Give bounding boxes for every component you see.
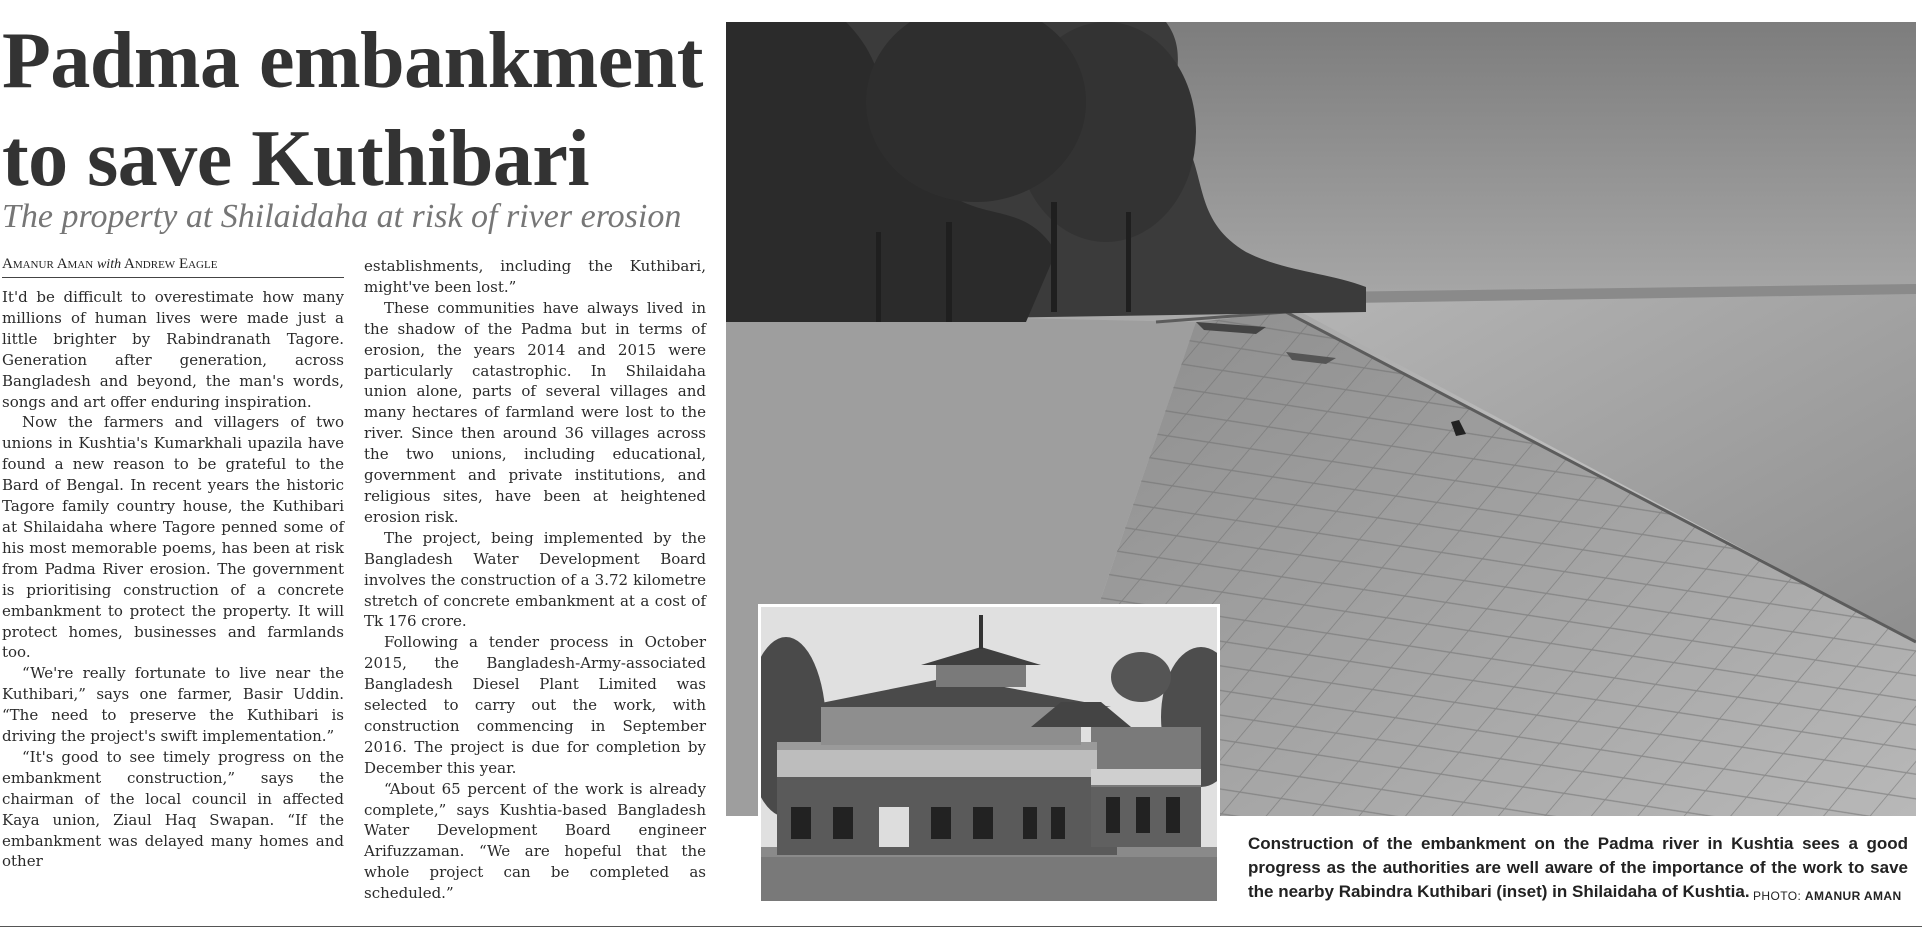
paragraph: establishments, including the Kuthibari, might've been lost.” bbox=[364, 257, 706, 296]
kuthibari-inset-photo bbox=[758, 604, 1220, 904]
photo-credit-name: AMANUR AMAN bbox=[1804, 889, 1902, 903]
article-column-1 bbox=[2, 287, 344, 872]
paragraph: It'd be difficult to overestimate how many millions of human lives were made just a little brighter by Rabindranath Tagore. Generation after generation, across Bangladesh and beyond, the man's words, songs and art offer enduring inspiration. bbox=[2, 288, 344, 411]
article-subheadline: The property at Shilaidaha at risk of river erosion bbox=[2, 198, 682, 235]
paragraph: “It's good to see timely progress on the embankment construction,” says the chairman of the local council in affected Kaya union, Ziaul Haq Swapan. “If the embankment was delayed many homes and other bbox=[2, 747, 344, 871]
headline-line-2: to save Kuthibari bbox=[2, 115, 590, 203]
photo-credit bbox=[1753, 889, 1902, 903]
headline-line-1: Padma embankment bbox=[2, 17, 703, 105]
paragraph: Following a tender process in October 2015, the Bangladesh-Army-associated Bangladesh Diesel Plant Limited was selected to carry out the work, with construction commencing in September 2016. The project is due for completion by December this year. bbox=[364, 633, 706, 777]
article-headline bbox=[2, 12, 722, 208]
kuthibari-house-illustration bbox=[761, 607, 1217, 901]
byline-author-1: Amanur Aman bbox=[2, 256, 94, 272]
paragraph: The project, being implemented by the Bangladesh Water Development Board involves the construction of a 3.72 kilometre stretch of concrete embankment at a cost of Tk 176 crore. bbox=[364, 528, 706, 631]
photo-caption: Construction of the embankment on the Padma river in Kushtia sees a good progress as the authorities are well aware of the importance of the work to save the nearby Rabindra Kuthibari (inset) in Shilaidaha of Kushtia. bbox=[1248, 834, 1908, 901]
bottom-rule bbox=[0, 926, 1922, 927]
paragraph: These communities have always lived in the shadow of the Padma but in terms of erosion, the years 2014 and 2015 were particularly catastrophic. In Shilaidaha union alone, parts of several villages and many hectares of farmland were lost to the river. Since then around 36 villages across the two unions, including educational, government and private institutions, and religious sites, have been at heightened erosion risk. bbox=[364, 298, 706, 526]
article-column-2 bbox=[364, 256, 706, 904]
article-byline bbox=[2, 256, 344, 278]
paragraph: “About 65 percent of the work is already complete,” says Kushtia-based Bangladesh Water Development Board engineer Arifuzzaman. “We are hopeful that the whole project can be completed as scheduled.” bbox=[364, 779, 706, 903]
byline-joiner: with bbox=[96, 257, 122, 272]
paragraph: “We're really fortunate to live near the Kuthibari,” says one farmer, Basir Uddin. “The need to preserve the Kuthibari is driving the project's swift implementation.” bbox=[2, 664, 344, 746]
paragraph: Now the farmers and villagers of two unions in Kushtia's Kumarkhali upazila have found a new reason to be grateful to the Bard of Bengal. In recent years the historic Tagore family country house, the Kuthibari at Shilaidaha where Tagore penned some of his most memorable poems, has been at risk from Padma River erosion. The government is prioritising construction of a concrete embankment to protect the property. It will protect homes, businesses and farmlands too. bbox=[2, 413, 344, 662]
byline-author-2: Andrew Eagle bbox=[124, 256, 218, 272]
photo-credit-label: PHOTO: bbox=[1753, 889, 1802, 903]
